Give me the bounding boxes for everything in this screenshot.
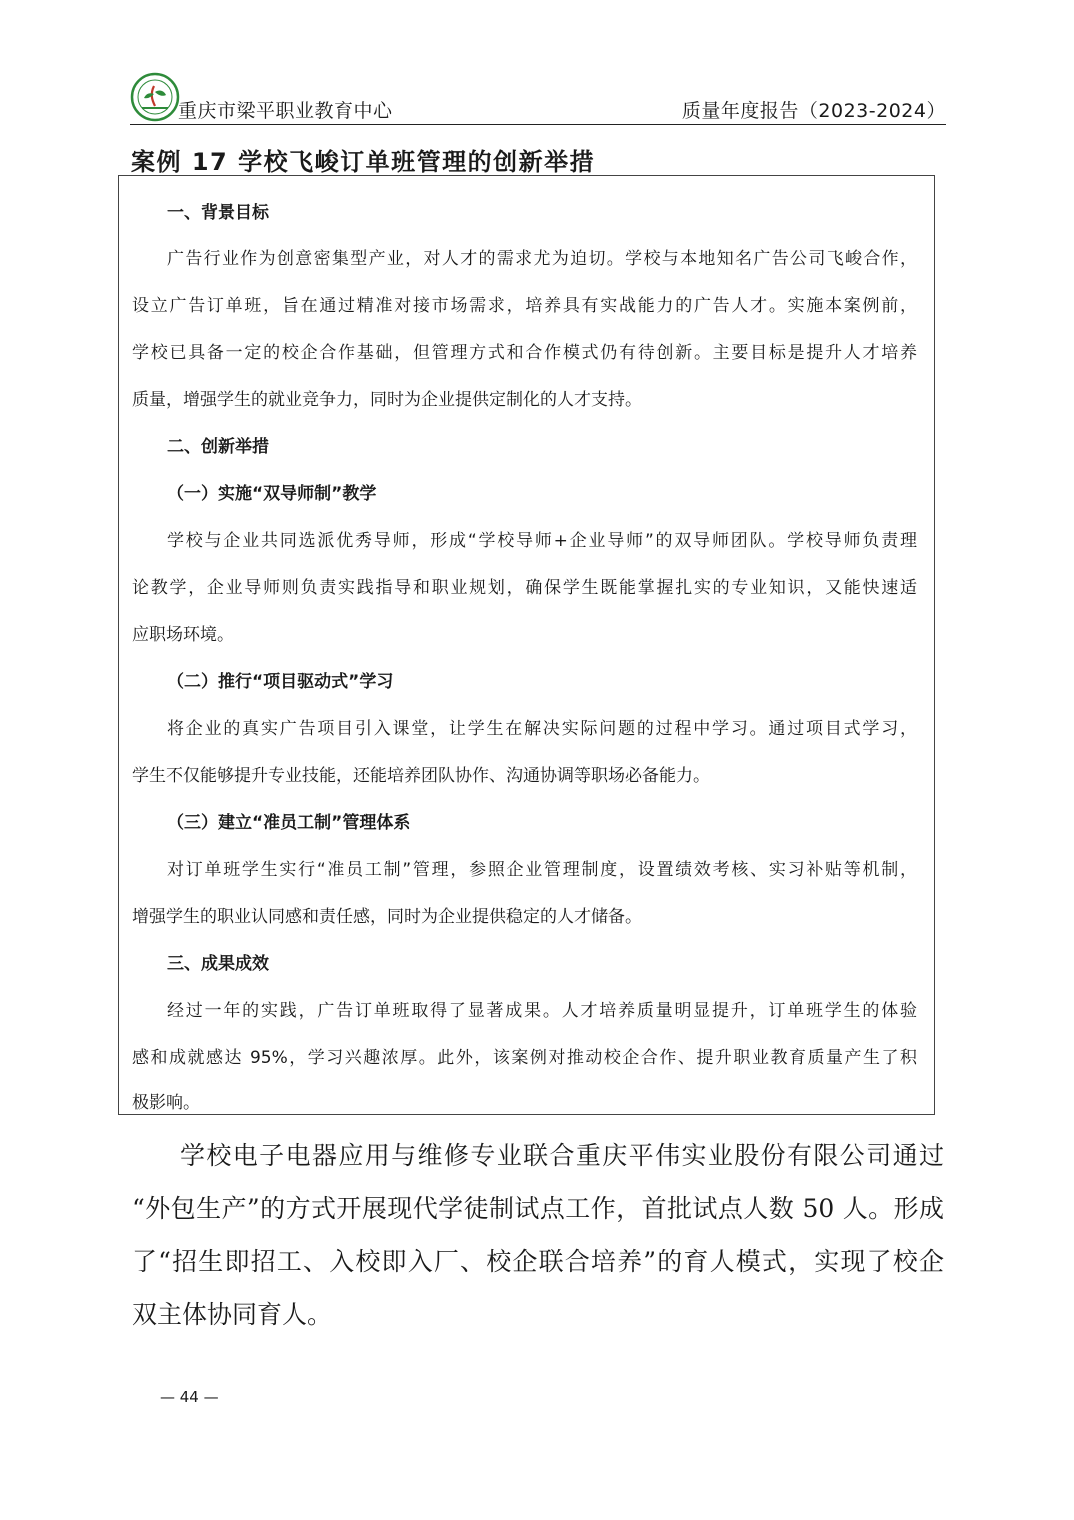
page-number: — 44 — — [160, 1388, 219, 1406]
body-paragraph-line: 学校电子电器应用与维修专业联合重庆平伟实业股份有限公司通过 — [180, 1141, 944, 1170]
paragraph-line: 极影响。 — [132, 1093, 200, 1113]
section-heading-measures: 二、创新举措 — [167, 437, 269, 457]
section-heading-background: 一、背景目标 — [167, 203, 269, 223]
subheading-dual-mentor: （一）实施“双导师制”教学 — [167, 484, 377, 504]
body-paragraph-line: “外包生产”的方式开展现代学徒制试点工作，首批试点人数 50 人。形成 — [132, 1194, 944, 1223]
paragraph-line: 质量，增强学生的就业竞争力，同时为企业提供定制化的人才支持。 — [132, 390, 642, 410]
paragraph-line: 将企业的真实广告项目引入课堂，让学生在解决实际问题的过程中学习。通过项目式学习， — [167, 719, 917, 739]
paragraph-line: 设立广告订单班，旨在通过精准对接市场需求，培养具有实战能力的广告人才。实施本案例前， — [132, 296, 917, 316]
paragraph-line: 增强学生的职业认同感和责任感，同时为企业提供稳定的人才储备。 — [132, 907, 642, 927]
section-heading-results: 三、成果成效 — [167, 954, 269, 974]
paragraph-line: 广告行业作为创意密集型产业，对人才的需求尤为迫切。学校与本地知名广告公司飞峻合作， — [167, 249, 917, 269]
paragraph-line: 学生不仅能够提升专业技能，还能培养团队协作、沟通协调等职场必备能力。 — [132, 766, 710, 786]
body-paragraph-line: 了“招生即招工、入校即入厂、校企联合培养”的育人模式，实现了校企 — [132, 1247, 944, 1276]
paragraph-line: 应职场环境。 — [132, 625, 234, 645]
page-header — [130, 72, 946, 125]
subheading-project-driven: （二）推行“项目驱动式”学习 — [167, 672, 394, 692]
paragraph-line: 学校已具备一定的校企合作基础，但管理方式和合作模式仍有待创新。主要目标是提升人才培养 — [132, 343, 917, 363]
paragraph-line: 经过一年的实践，广告订单班取得了显著成果。人才培养质量明显提升，订单班学生的体验 — [167, 1001, 917, 1021]
paragraph-line: 对订单班学生实行“准员工制”管理，参照企业管理制度，设置绩效考核、实习补贴等机制， — [167, 860, 917, 880]
paragraph-line: 论教学，企业导师则负责实践指导和职业规划，确保学生既能掌握扎实的专业知识，又能快速适 — [132, 578, 917, 598]
school-logo-icon — [130, 72, 180, 122]
school-name: 重庆市梁平职业教育中心 — [178, 100, 393, 122]
case-title: 案例 17 学校飞峻订单班管理的创新举措 — [131, 148, 596, 176]
case-box — [118, 175, 935, 1115]
body-paragraph-line: 双主体协同育人。 — [132, 1300, 333, 1329]
report-title: 质量年度报告（2023-2024） — [681, 100, 946, 122]
subheading-quasi-employee: （三）建立“准员工制”管理体系 — [167, 813, 411, 833]
paragraph-line: 感和成就感达 95%，学习兴趣浓厚。此外，该案例对推动校企合作、提升职业教育质量产生了积 — [132, 1048, 917, 1068]
paragraph-line: 学校与企业共同选派优秀导师，形成“学校导师+企业导师”的双导师团队。学校导师负责理 — [167, 531, 917, 551]
